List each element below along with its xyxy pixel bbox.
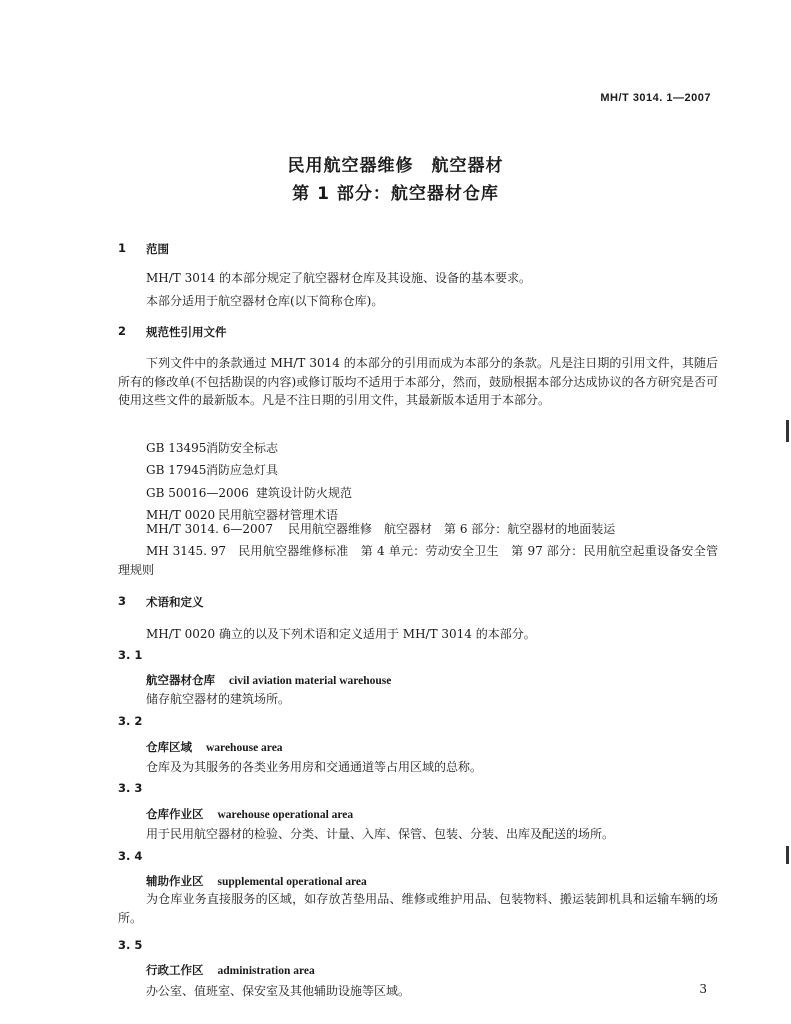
section-3-intro: MH/T 0020 确立的以及下列术语和定义适用于 MH/T 3014 的本部分。: [146, 627, 536, 641]
term-english: administration area: [217, 965, 315, 977]
section-1-para-2: 本部分适用于航空器材仓库(以下简称仓库)。: [146, 294, 384, 308]
reference-item: [118, 542, 718, 579]
term-heading: [146, 669, 391, 688]
reference-title: 民用航空器维修 航空器材 第 6 部分：航空器材的地面装运: [288, 522, 616, 536]
reference-title: 消防应急灯具: [206, 463, 279, 477]
term-definition: 仓库及为其服务的各类业务用房和交通通道等占用区域的总称。: [146, 760, 483, 774]
term-chinese: 航空器材仓库: [146, 673, 215, 687]
reference-code: GB 13495: [146, 441, 207, 455]
page-number: 3: [699, 982, 707, 996]
term-definition: 用于民用航空器材的检验、分类、计量、入库、保管、包装、分装、出库及配送的场所。: [146, 827, 615, 841]
term-definition: 储存航空器材的建筑场所。: [146, 692, 291, 706]
reference-title: 建筑设计防火规范: [256, 486, 353, 500]
section-3-number: 3: [118, 594, 127, 608]
section-1-number: 1: [118, 241, 127, 255]
reference-code: MH 3145. 97: [146, 544, 227, 558]
term-definition: 办公室、值班室、保安室及其他辅助设施等区域。: [146, 984, 411, 998]
reference-title: 民用航空器维修标准 第 4 单元：劳动安全卫生 第 97 部分：民用航空起重设备安全管理规则: [118, 544, 718, 577]
document-title-line1: 民用航空器维修 航空器材: [287, 156, 504, 176]
reference-item: [146, 461, 278, 478]
section-2-heading: 规范性引用文件: [146, 325, 227, 339]
term-chinese: 仓库区域: [146, 740, 192, 754]
section-2-paragraph: 下列文件中的条款通过 MH/T 3014 的本部分的引用而成为本部分的条款。凡是注日期的引用文件，其随后所有的修改单(不包括勘误的内容)或修订版均不适用于本部分，然而，鼓励根据本部分达成协议的各方研究是否可使用这些文件的最新版本。凡是不注日期的引用文件，其最新版本适用于本部分。: [118, 356, 718, 407]
term-number: 3. 2: [118, 714, 143, 728]
section-1-heading: 范围: [146, 242, 169, 256]
term-heading: [146, 736, 283, 755]
reference-code: MH/T 3014. 6—2007: [146, 522, 273, 536]
reference-item: [146, 520, 615, 537]
term-definition: 为仓库业务直接服务的区域，如存放苫垫用品、维修或维护用品、包装物料、搬运装卸机具和运输车辆的场所。: [118, 892, 718, 925]
reference-code: MH/T 0020: [146, 508, 216, 522]
term-english: supplemental operational area: [217, 876, 367, 888]
term-number: 3. 3: [118, 781, 143, 795]
term-heading: [146, 803, 353, 822]
reference-title: 民用航空器材管理术语: [218, 508, 339, 522]
scan-edge-mark: [786, 420, 789, 442]
reference-code: GB 17945: [146, 463, 207, 477]
term-english: warehouse operational area: [217, 809, 354, 821]
standard-number: MH/T 3014. 1—2007: [600, 92, 711, 104]
reference-code: GB 50016—2006: [146, 486, 249, 500]
reference-title: 消防安全标志: [206, 441, 279, 455]
term-heading: [146, 959, 315, 978]
document-title-line2: 第 1 部分：航空器材仓库: [292, 184, 499, 204]
term-number: 3. 5: [118, 938, 143, 952]
scan-edge-mark: [786, 846, 789, 864]
term-chinese: 仓库作业区: [146, 807, 204, 821]
term-heading: [146, 870, 367, 889]
reference-item: [146, 439, 278, 456]
section-1-para-1: MH/T 3014 的本部分规定了航空器材仓库及其设施、设备的基本要求。: [146, 271, 531, 285]
term-chinese: 辅助作业区: [146, 874, 204, 888]
term-number: 3. 4: [118, 849, 143, 863]
section-2-number: 2: [118, 324, 127, 338]
reference-item: [146, 484, 352, 501]
term-chinese: 行政工作区: [146, 963, 204, 977]
section-3-heading: 术语和定义: [146, 595, 204, 609]
term-number: 3. 1: [118, 648, 143, 662]
term-english: warehouse area: [206, 742, 283, 754]
term-english: civil aviation material warehouse: [229, 675, 392, 687]
